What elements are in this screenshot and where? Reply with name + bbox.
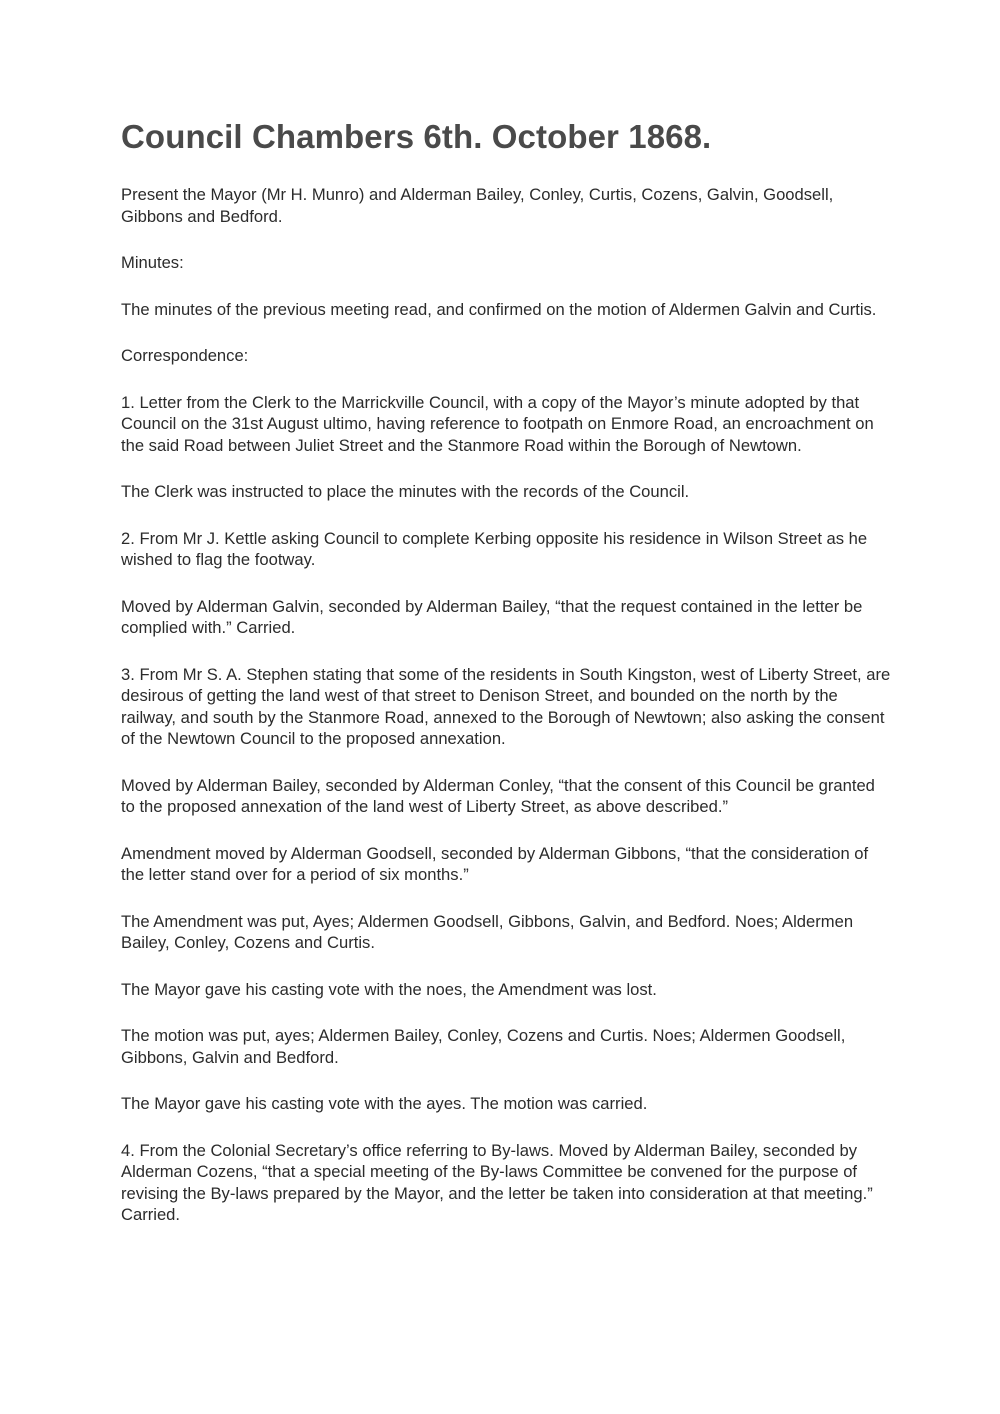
amendment-result: The Mayor gave his casting vote with the noes, the Amendment was lost. bbox=[121, 979, 657, 999]
page-title: Council Chambers 6th. October 1868. bbox=[121, 118, 712, 155]
correspondence-heading: Correspondence: bbox=[121, 346, 249, 365]
attendance-paragraph: Present the Mayor (Mr H. Munro) and Alderman Bailey, Conley, Curtis, Cozens, Galvin, Goodsell, Gibbons and Bedford. bbox=[121, 185, 834, 226]
amendment-vote: The Amendment was put, Ayes; Aldermen Goodsell, Gibbons, Galvin, and Bedford. Noes; Aldermen Bailey, Conley, Cozens and Curtis. bbox=[121, 911, 854, 952]
correspondence-item-3-amendment: Amendment moved by Alderman Goodsell, seconded by Alderman Gibbons, “that the consideration of the letter stand over for a period of six months.” bbox=[121, 843, 869, 884]
correspondence-item-2-motion: Moved by Alderman Galvin, seconded by Alderman Bailey, “that the request contained in the letter be complied with.” Carried. bbox=[121, 596, 863, 637]
correspondence-item-3-motion: Moved by Alderman Bailey, seconded by Alderman Conley, “that the consent of this Council be granted to the proposed annexation of the land west of Liberty Street, as above described.” bbox=[121, 775, 875, 816]
motion-result: The Mayor gave his casting vote with the ayes. The motion was carried. bbox=[121, 1094, 648, 1113]
minutes-paragraph: The minutes of the previous meeting read, and confirmed on the motion of Aldermen Galvin and Curtis. bbox=[121, 299, 877, 319]
correspondence-item-1: 1. Letter from the Clerk to the Marrickville Council, with a copy of the Mayor’s minute adopted by that Council on the 31st August ultimo, having reference to footpath on Enmore Road, an encroachment on the said Road between Juliet Street and the Stanmore Road within the Borough of Newtown. bbox=[121, 392, 874, 455]
correspondence-item-1-resolution: The Clerk was instructed to place the minutes with the records of the Council. bbox=[121, 482, 690, 501]
correspondence-item-3: 3. From Mr S. A. Stephen stating that some of the residents in South Kingston, west of Liberty Street, are desirous of getting the land west of that street to Denison Street, and bounded on the north by the railway, and south by the Stanmore Road, annexed to the Borough of Newtown; also asking the consent of the Newtown Council to the proposed annexation. bbox=[121, 664, 891, 748]
motion-vote: The motion was put, ayes; Aldermen Bailey, Conley, Cozens and Curtis. Noes; Aldermen Goodsell, Gibbons, Galvin and Bedford. bbox=[121, 1026, 846, 1067]
correspondence-item-4: 4. From the Colonial Secretary’s office referring to By-laws. Moved by Alderman Bailey, seconded by Alderman Cozens, “that a special meeting of the By-laws Committee be convened for the purpose of revising the By-laws prepared by the Mayor, and the letter be taken into consideration at that meeting.” Carried. bbox=[121, 1140, 873, 1224]
minutes-heading: Minutes: bbox=[121, 253, 184, 272]
document-page bbox=[121, 118, 891, 1251]
correspondence-item-2: 2. From Mr J. Kettle asking Council to complete Kerbing opposite his residence in Wilson Street as he wished to flag the footway. bbox=[121, 528, 868, 569]
